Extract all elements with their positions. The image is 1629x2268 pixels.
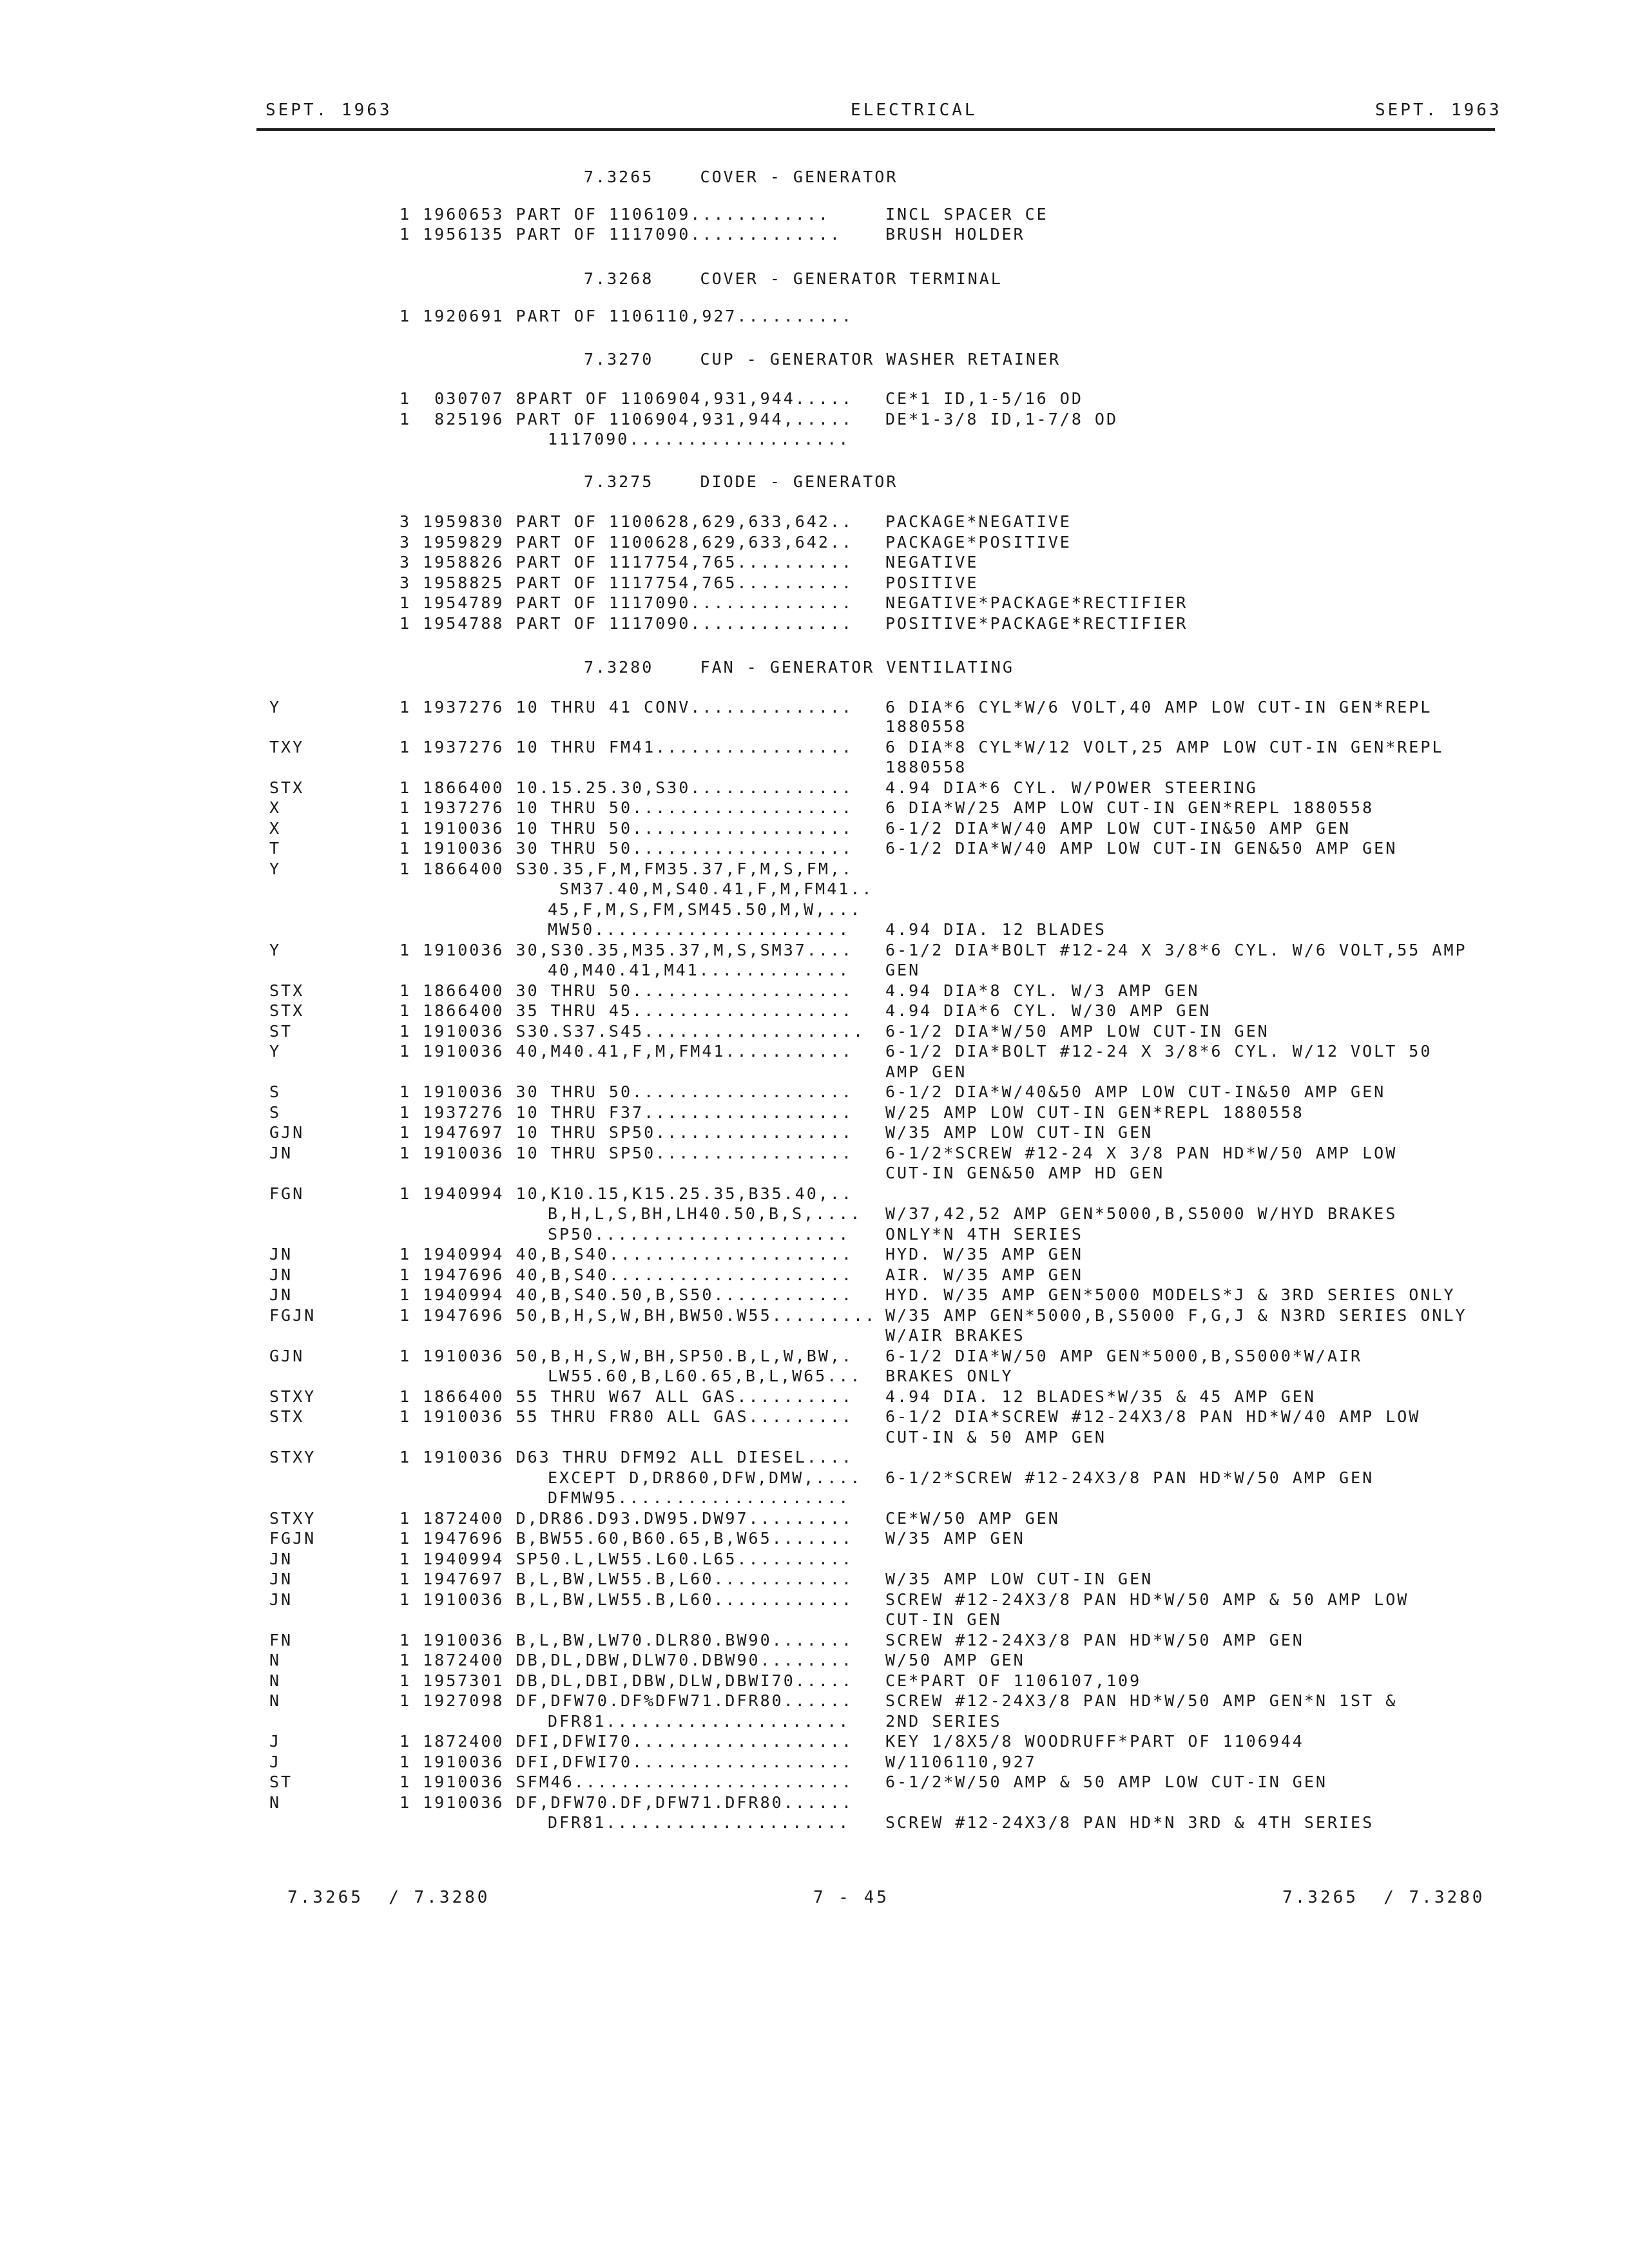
part-description: 6-1/2 DIA*BOLT #12-24 X 3/8*6 CYL. W/12 VOLT 50 bbox=[885, 1042, 1432, 1061]
part-entry: 1 1910036 S30.S37.S45................... bbox=[400, 1022, 865, 1041]
part-description: 4.94 DIA*8 CYL. W/3 AMP GEN bbox=[885, 981, 1200, 1000]
model-code: JN bbox=[269, 1570, 293, 1588]
part-description: 6-1/2 DIA*W/40&50 AMP LOW CUT-IN&50 AMP GEN bbox=[885, 1082, 1386, 1101]
part-entry-continuation: LW55.60,B,L60.65,B,L,W65... bbox=[548, 1367, 862, 1385]
model-code: STX bbox=[269, 1001, 305, 1020]
part-entry: 3 1959830 PART OF 1100628,629,633,642.. bbox=[400, 512, 853, 531]
header-rule bbox=[256, 128, 1495, 131]
part-description: 4.94 DIA. 12 BLADES*W/35 & 45 AMP GEN bbox=[885, 1387, 1316, 1406]
part-entry: 1 1947696 40,B,S40..................... bbox=[400, 1265, 853, 1284]
part-entry: 1 030707 8PART OF 1106904,931,944..... bbox=[400, 389, 853, 408]
part-description: GEN bbox=[885, 961, 921, 979]
part-description: 6 DIA*8 CYL*W/12 VOLT,25 AMP LOW CUT-IN GEN*REPL bbox=[885, 738, 1444, 756]
part-entry-continuation: 45,F,M,S,FM,SM45.50,M,W,... bbox=[548, 900, 862, 919]
part-description: 6-1/2 DIA*W/40 AMP LOW CUT-IN&50 AMP GEN bbox=[885, 819, 1351, 838]
part-entry: 1 1910036 B,L,BW,LW70.DLR80.BW90....... bbox=[400, 1631, 853, 1649]
section-heading-7-3270: 7.3270 CUP - GENERATOR WASHER RETAINER bbox=[584, 350, 1061, 369]
part-entry: 1 1940994 40,B,S40.50,B,S50............ bbox=[400, 1285, 853, 1304]
header-date-left: SEPT. 1963 bbox=[265, 101, 392, 120]
part-entry: 3 1958826 PART OF 1117754,765.......... bbox=[400, 553, 853, 572]
part-entry: 1 1947697 B,L,BW,LW55.B,L60............ bbox=[400, 1570, 853, 1588]
part-entry: 3 1958825 PART OF 1117754,765.......... bbox=[400, 573, 853, 592]
part-description: W/1106110,927 bbox=[885, 1753, 1037, 1771]
part-entry: 1 1947696 50,B,H,S,W,BH,BW50.W55......... bbox=[400, 1306, 877, 1325]
part-description: POSITIVE bbox=[885, 573, 979, 592]
part-entry: 1 1866400 S30.35,F,M,FM35.37,F,M,S,FM,. bbox=[400, 860, 853, 878]
part-description: 6-1/2 DIA*W/40 AMP LOW CUT-IN GEN&50 AMP GEN bbox=[885, 839, 1398, 858]
footer-range-right: 7.3265 / 7.3280 bbox=[1282, 1888, 1485, 1907]
part-description: CUT-IN GEN bbox=[885, 1610, 1002, 1629]
part-entry: 1 825196 PART OF 1106904,931,944,..... bbox=[400, 410, 853, 428]
part-description: 4.94 DIA. 12 BLADES bbox=[885, 920, 1106, 939]
part-entry: 1 1947697 10 THRU SP50................. bbox=[400, 1123, 853, 1142]
part-entry: 1 1957301 DB,DL,DBI,DBW,DLW,DBWI70..... bbox=[400, 1671, 853, 1690]
model-code: STX bbox=[269, 981, 305, 1000]
part-entry-continuation: MW50...................... bbox=[548, 920, 851, 939]
footer-range-left: 7.3265 / 7.3280 bbox=[287, 1888, 490, 1907]
part-entry: 1 1940994 40,B,S40..................... bbox=[400, 1245, 853, 1264]
part-description: 4.94 DIA*6 CYL. W/POWER STEERING bbox=[885, 778, 1258, 797]
part-description: 6-1/2 DIA*W/50 AMP GEN*5000,B,S5000*W/AIR bbox=[885, 1347, 1363, 1365]
part-entry: 1 1937276 10 THRU F37.................. bbox=[400, 1103, 853, 1122]
part-entry-continuation: SM37.40,M,S40.41,F,M,FM41.. bbox=[548, 879, 874, 898]
part-entry: 1 1910036 DF,DFW70.DF,DFW71.DFR80...... bbox=[400, 1793, 853, 1812]
part-description: SCREW #12-24X3/8 PAN HD*N 3RD & 4TH SERIES bbox=[885, 1813, 1374, 1832]
section-heading-7-3280: 7.3280 FAN - GENERATOR VENTILATING bbox=[584, 658, 1014, 677]
part-description: HYD. W/35 AMP GEN*5000 MODELS*J & 3RD SERIES ONLY bbox=[885, 1285, 1456, 1304]
part-description: NEGATIVE bbox=[885, 553, 979, 572]
part-description: SCREW #12-24X3/8 PAN HD*W/50 AMP & 50 AMP LOW bbox=[885, 1590, 1409, 1609]
part-entry: 1 1954789 PART OF 1117090.............. bbox=[400, 593, 853, 612]
part-entry: 1 1872400 D,DR86.D93.DW95.DW97......... bbox=[400, 1509, 853, 1528]
part-entry: 1 1910036 30 THRU 50................... bbox=[400, 1082, 853, 1101]
part-description: CE*PART OF 1106107,109 bbox=[885, 1671, 1142, 1690]
part-entry: 1 1937276 10 THRU 41 CONV.............. bbox=[400, 698, 853, 716]
model-code: STXY bbox=[269, 1509, 316, 1528]
model-code: X bbox=[269, 798, 282, 817]
part-description: 6-1/2 DIA*SCREW #12-24X3/8 PAN HD*W/40 AMP LOW bbox=[885, 1407, 1421, 1426]
model-code: J bbox=[269, 1753, 282, 1771]
part-entry: 1 1910036 SFM46........................ bbox=[400, 1773, 853, 1791]
part-entry: 1 1872400 DFI,DFWI70................... bbox=[400, 1732, 853, 1751]
model-code: J bbox=[269, 1732, 282, 1751]
model-code: JN bbox=[269, 1265, 293, 1284]
part-entry-continuation: EXCEPT D,DR860,DFW,DMW,.... bbox=[548, 1468, 862, 1487]
part-description: HYD. W/35 AMP GEN bbox=[885, 1245, 1083, 1264]
model-code: Y bbox=[269, 941, 282, 959]
model-code: FGN bbox=[269, 1184, 305, 1203]
part-description: SCREW #12-24X3/8 PAN HD*W/50 AMP GEN*N 1ST & bbox=[885, 1691, 1398, 1710]
part-entry: 1 1866400 10.15.25.30,S30.............. bbox=[400, 778, 853, 797]
part-entry-continuation: DFMW95.................... bbox=[548, 1488, 851, 1507]
model-code: JN bbox=[269, 1590, 293, 1609]
part-entry: 1 1937276 10 THRU FM41................. bbox=[400, 738, 853, 756]
part-entry: 1 1960653 PART OF 1106109............ bbox=[400, 205, 830, 224]
model-code: N bbox=[269, 1793, 282, 1812]
model-code: T bbox=[269, 839, 282, 858]
model-code: JN bbox=[269, 1285, 293, 1304]
part-description: INCL SPACER CE bbox=[885, 205, 1048, 224]
part-description: 6-1/2*SCREW #12-24X3/8 PAN HD*W/50 AMP GEN bbox=[885, 1468, 1374, 1487]
part-description: W/35 AMP GEN bbox=[885, 1529, 1025, 1548]
part-description: 6-1/2*W/50 AMP & 50 AMP LOW CUT-IN GEN bbox=[885, 1773, 1327, 1791]
model-code: TXY bbox=[269, 738, 305, 756]
model-code: GJN bbox=[269, 1347, 305, 1365]
part-description: CE*W/50 AMP GEN bbox=[885, 1509, 1060, 1528]
model-code: JN bbox=[269, 1245, 293, 1264]
part-entry: 1 1910036 10 THRU SP50................. bbox=[400, 1144, 853, 1162]
part-description: ONLY*N 4TH SERIES bbox=[885, 1225, 1083, 1244]
part-entry: 1 1866400 55 THRU W67 ALL GAS.......... bbox=[400, 1387, 853, 1406]
part-entry: 1 1910036 30,S30.35,M35.37,M,S,SM37.... bbox=[400, 941, 853, 959]
part-entry-continuation: 1117090................... bbox=[548, 430, 851, 448]
model-code: N bbox=[269, 1691, 282, 1710]
footer-page-number: 7 - 45 bbox=[813, 1888, 889, 1907]
part-description: W/AIR BRAKES bbox=[885, 1326, 1025, 1345]
model-code: JN bbox=[269, 1550, 293, 1568]
part-description: POSITIVE*PACKAGE*RECTIFIER bbox=[885, 614, 1188, 633]
part-description: CUT-IN & 50 AMP GEN bbox=[885, 1428, 1106, 1446]
part-entry-continuation: B,H,L,S,BH,LH40.50,B,S,.... bbox=[548, 1204, 862, 1223]
model-code: X bbox=[269, 819, 282, 838]
section-heading-7-3275: 7.3275 DIODE - GENERATOR bbox=[584, 472, 898, 491]
model-code: Y bbox=[269, 1042, 282, 1061]
model-code: STXY bbox=[269, 1448, 316, 1466]
part-description: W/50 AMP GEN bbox=[885, 1651, 1025, 1669]
part-description: 6-1/2 DIA*BOLT #12-24 X 3/8*6 CYL. W/6 VOLT,55 AMP bbox=[885, 941, 1467, 959]
section-heading-7-3268: 7.3268 COVER - GENERATOR TERMINAL bbox=[584, 269, 1003, 288]
part-description: BRAKES ONLY bbox=[885, 1367, 1014, 1385]
part-entry: 1 1910036 55 THRU FR80 ALL GAS......... bbox=[400, 1407, 853, 1426]
part-description: CE*1 ID,1-5/16 OD bbox=[885, 389, 1083, 408]
model-code: STX bbox=[269, 778, 305, 797]
model-code: STX bbox=[269, 1407, 305, 1426]
model-code: S bbox=[269, 1082, 282, 1101]
part-description: 6-1/2 DIA*W/50 AMP LOW CUT-IN GEN bbox=[885, 1022, 1269, 1041]
part-description: AMP GEN bbox=[885, 1062, 967, 1081]
part-description: 2ND SERIES bbox=[885, 1712, 1002, 1731]
model-code: FGJN bbox=[269, 1306, 316, 1325]
part-description: NEGATIVE*PACKAGE*RECTIFIER bbox=[885, 593, 1188, 612]
part-entry: 1 1910036 10 THRU 50................... bbox=[400, 819, 853, 838]
part-description: 4.94 DIA*6 CYL. W/30 AMP GEN bbox=[885, 1001, 1211, 1020]
part-entry-continuation: DFR81..................... bbox=[548, 1712, 851, 1731]
model-code: N bbox=[269, 1671, 282, 1690]
part-entry: 1 1910036 50,B,H,S,W,BH,SP50.B,L,W,BW,. bbox=[400, 1347, 853, 1365]
part-description: PACKAGE*POSITIVE bbox=[885, 533, 1072, 552]
part-entry: 1 1927098 DF,DFW70.DF%DFW71.DFR80...... bbox=[400, 1691, 853, 1710]
part-description: W/37,42,52 AMP GEN*5000,B,S5000 W/HYD BRAKES bbox=[885, 1204, 1398, 1223]
part-description: DE*1-3/8 ID,1-7/8 OD bbox=[885, 410, 1119, 428]
model-code: FN bbox=[269, 1631, 293, 1649]
part-description: W/35 AMP LOW CUT-IN GEN bbox=[885, 1123, 1153, 1142]
model-code: Y bbox=[269, 698, 282, 716]
part-entry: 1 1866400 30 THRU 50................... bbox=[400, 981, 853, 1000]
model-code: S bbox=[269, 1103, 282, 1122]
model-code: ST bbox=[269, 1022, 293, 1041]
part-description: PACKAGE*NEGATIVE bbox=[885, 512, 1072, 531]
part-description: 6 DIA*6 CYL*W/6 VOLT,40 AMP LOW CUT-IN GEN*REPL bbox=[885, 698, 1432, 716]
part-entry: 1 1920691 PART OF 1106110,927.......... bbox=[400, 307, 853, 325]
part-description: W/35 AMP GEN*5000,B,S5000 F,G,J & N3RD SERIES ONLY bbox=[885, 1306, 1467, 1325]
part-description: BRUSH HOLDER bbox=[885, 225, 1025, 244]
part-description: 1880558 bbox=[885, 717, 967, 736]
part-description: 6-1/2*SCREW #12-24 X 3/8 PAN HD*W/50 AMP LOW bbox=[885, 1144, 1398, 1162]
part-entry: 1 1954788 PART OF 1117090.............. bbox=[400, 614, 853, 633]
part-entry: 1 1910036 40,M40.41,F,M,FM41........... bbox=[400, 1042, 853, 1061]
part-description: KEY 1/8X5/8 WOODRUFF*PART OF 1106944 bbox=[885, 1732, 1304, 1751]
model-code: FGJN bbox=[269, 1529, 316, 1548]
part-entry: 1 1940994 10,K10.15,K15.25.35,B35.40,.. bbox=[400, 1184, 853, 1203]
part-entry: 1 1872400 DB,DL,DBW,DLW70.DBW90........ bbox=[400, 1651, 853, 1669]
header-title: ELECTRICAL bbox=[851, 101, 978, 120]
part-entry-continuation: SP50...................... bbox=[548, 1225, 851, 1244]
model-code: GJN bbox=[269, 1123, 305, 1142]
model-code: N bbox=[269, 1651, 282, 1669]
part-entry: 1 1940994 SP50.L,LW55.L60.L65.......... bbox=[400, 1550, 853, 1568]
part-description: CUT-IN GEN&50 AMP HD GEN bbox=[885, 1164, 1165, 1182]
part-description: SCREW #12-24X3/8 PAN HD*W/50 AMP GEN bbox=[885, 1631, 1304, 1649]
part-entry: 1 1910036 B,L,BW,LW55.B,L60............ bbox=[400, 1590, 853, 1609]
part-description: W/25 AMP LOW CUT-IN GEN*REPL 1880558 bbox=[885, 1103, 1304, 1122]
part-entry: 1 1910036 D63 THRU DFM92 ALL DIESEL.... bbox=[400, 1448, 853, 1466]
part-entry-continuation: DFR81..................... bbox=[548, 1813, 851, 1832]
model-code: Y bbox=[269, 860, 282, 878]
part-entry-continuation: 40,M40.41,M41............. bbox=[548, 961, 851, 979]
model-code: STXY bbox=[269, 1387, 316, 1406]
part-description: W/35 AMP LOW CUT-IN GEN bbox=[885, 1570, 1153, 1588]
section-heading-7-3265: 7.3265 COVER - GENERATOR bbox=[584, 168, 898, 186]
part-entry: 1 1910036 DFI,DFWI70................... bbox=[400, 1753, 853, 1771]
part-description: 1880558 bbox=[885, 758, 967, 776]
header-date-right: SEPT. 1963 bbox=[1375, 101, 1502, 120]
part-description: AIR. W/35 AMP GEN bbox=[885, 1265, 1083, 1284]
model-code: ST bbox=[269, 1773, 293, 1791]
part-entry: 3 1959829 PART OF 1100628,629,633,642.. bbox=[400, 533, 853, 552]
part-entry: 1 1937276 10 THRU 50................... bbox=[400, 798, 853, 817]
part-description: 6 DIA*W/25 AMP LOW CUT-IN GEN*REPL 1880558 bbox=[885, 798, 1374, 817]
model-code: JN bbox=[269, 1144, 293, 1162]
part-entry: 1 1910036 30 THRU 50................... bbox=[400, 839, 853, 858]
part-entry: 1 1947696 B,BW55.60,B60.65,B,W65....... bbox=[400, 1529, 853, 1548]
part-entry: 1 1866400 35 THRU 45................... bbox=[400, 1001, 853, 1020]
part-entry: 1 1956135 PART OF 1117090............. bbox=[400, 225, 842, 244]
